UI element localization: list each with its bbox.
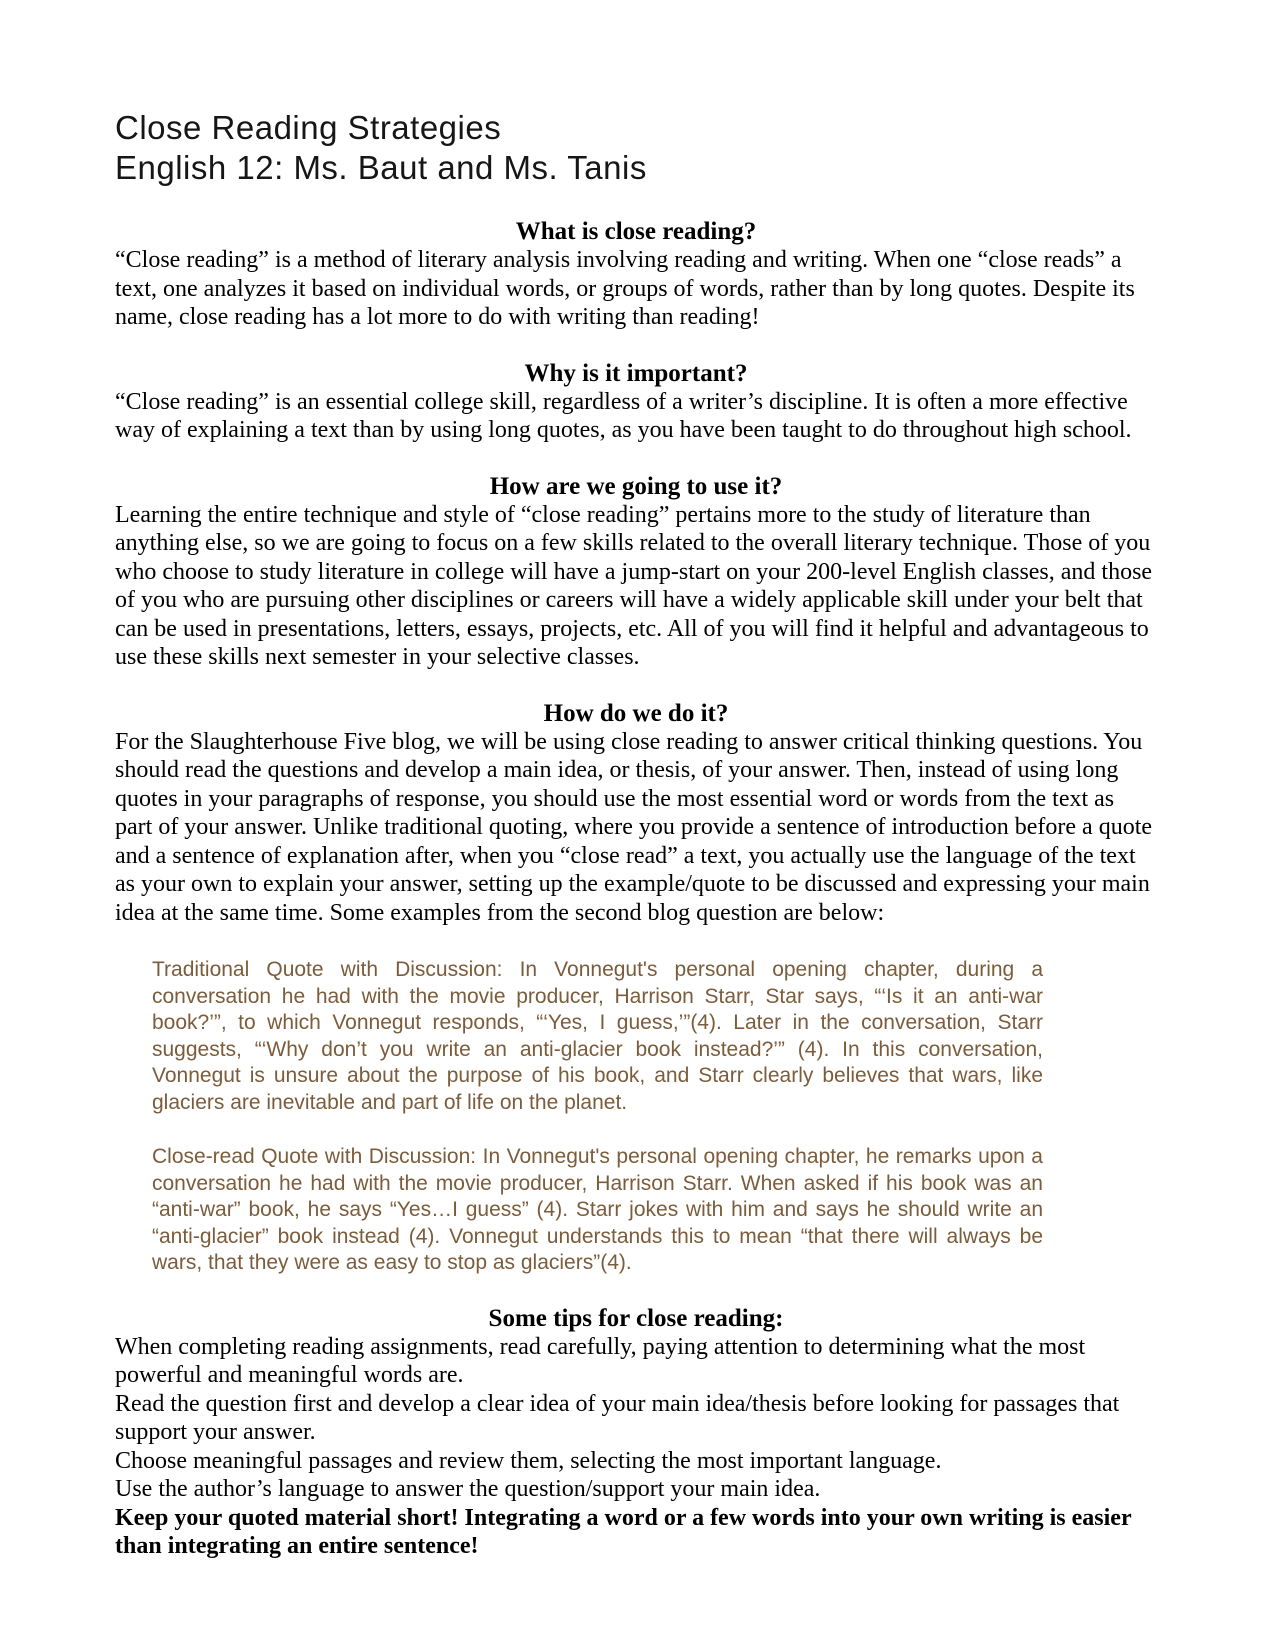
body-paragraph: “Close reading” is an essential college skill, regardless of a writer’s discipline. It is often a more effective way of explaining a text than by using long quotes, as you have been taught to do throughout high school.	[115, 388, 1132, 443]
section-how-do-it	[115, 700, 1157, 928]
title-line-1: Close Reading Strategies	[115, 109, 502, 146]
section-how-use-it	[115, 473, 1157, 672]
section-heading: What is close reading?	[515, 218, 757, 245]
example-traditional-quote: Traditional Quote with Discussion: In Vonnegut's personal opening chapter, during a conversation he had with the movie producer, Harrison Starr, Star says, “‘Is it an anti-war book?’”, to which Vonnegut responds, “‘Yes, I guess,’”(4). Later in the conversation, Starr suggests, “‘Why don’t you write an anti-glacier book instead?’” (4). In this conversation, Vonnegut is unsure about the purpose of his book, and Starr clearly believes that wars, like glaciers are inevitable and part of life on the planet.	[152, 958, 1043, 1114]
section-what-is-close-reading	[115, 218, 1157, 332]
tips-section	[115, 1305, 1157, 1561]
body-paragraph: Learning the entire technique and style of “close reading” pertains more to the study of literature than anything else, so we are going to focus on a few skills related to the overall literary technique. Those of you who choose to study literature in college will have a jump-start on your 200-level English classes, and those of you who are pursuing other disciplines or careers will have a widely applicable skill under your belt that can be used in presentations, letters, essays, projects, etc. All of you will find it helpful and advantageous to use these skills next semester in your selective classes.	[115, 501, 1153, 670]
section-heading: How do we do it?	[543, 699, 729, 727]
section-heading: How are we going to use it?	[489, 472, 783, 500]
page-title	[115, 108, 1157, 188]
section-heading: Why is it important?	[524, 359, 748, 387]
body-paragraph: For the Slaughterhouse Five blog, we will be using close reading to answer critical thinking questions. You should read the questions and develop a main idea, or thesis, of your answer. Then, instead of using long quotes in your paragraphs of response, you should use the most essential word or words from the text as part of your answer. Unlike traditional quoting, where you provide a sentence of introduction before a quote and a sentence of explanation after, when you “close read” a text, you actually use the language of the text as your own to explain your answer, setting up the example/quote to be discussed and expressing your main idea at the same time. Some examples from the second blog question are below:	[115, 728, 1153, 926]
tips-heading: Some tips for close reading:	[488, 1304, 784, 1332]
tip-line: Use the author’s language to answer the question/support your main idea.	[115, 1476, 821, 1502]
tip-line: Read the question first and develop a clear idea of your main idea/thesis before looking for passages that support your answer.	[115, 1390, 1120, 1445]
example-close-read-quote: Close-read Quote with Discussion: In Vonnegut's personal opening chapter, he remarks upon a conversation he had with the movie producer, Harrison Starr. When asked if his book was an “anti-war” book, he says “Yes…I guess” (4). Starr jokes with him and says he should write an “anti-glacier” book instead (4). Vonnegut understands this to mean “that there will always be wars, that they were as easy to stop as glaciers”(4).	[152, 1145, 1043, 1274]
tip-line: When completing reading assignments, read carefully, paying attention to determining what the most powerful and meaningful words are.	[115, 1333, 1086, 1388]
title-line-2: English 12: Ms. Baut and Ms. Tanis	[115, 149, 647, 186]
section-why-important	[115, 360, 1157, 445]
bold-tip: Keep your quoted material short! Integrating a word or a few words into your own writing is easier than integrating an entire sentence!	[115, 1504, 1132, 1559]
body-paragraph: “Close reading” is a method of literary analysis involving reading and writing. When one “close reads” a text, one analyzes it based on individual words, or groups of words, rather than by long quotes. Despite its name, close reading has a lot more to do with writing than reading!	[115, 247, 1135, 330]
tip-line: Choose meaningful passages and review them, selecting the most important language.	[115, 1447, 942, 1474]
